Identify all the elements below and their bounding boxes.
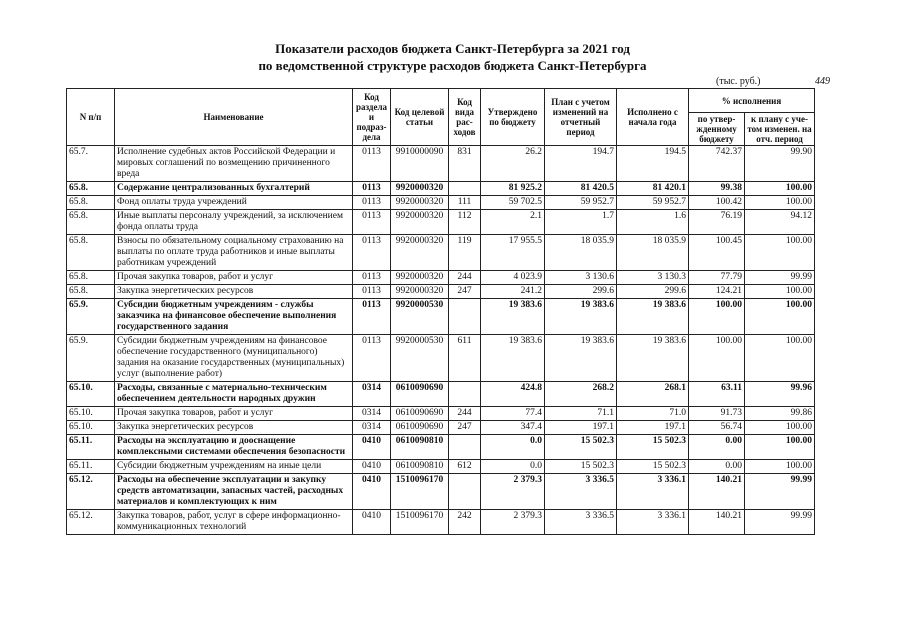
header-target: Код целевой статьи [391, 89, 449, 146]
cell-executed: 59 952.7 [617, 196, 689, 210]
cell-plan: 197.1 [545, 421, 617, 435]
cell-section: 0410 [353, 510, 391, 535]
cell-executed: 3 336.1 [617, 510, 689, 535]
cell-name: Закупка энергетических ресурсов [115, 421, 353, 435]
cell-pct-approved: 124.21 [689, 285, 745, 299]
cell-section: 0113 [353, 146, 391, 182]
cell-executed: 15 502.3 [617, 435, 689, 460]
cell-num: 65.8. [67, 182, 115, 196]
cell-pct-approved: 76.19 [689, 210, 745, 235]
cell-plan: 19 383.6 [545, 299, 617, 335]
cell-name: Расходы на обеспечение эксплуатации и закупку средств автоматизации, запасных частей, расходных материалов и комплектующих к ним [115, 474, 353, 510]
cell-kind [449, 182, 481, 196]
cell-kind: 831 [449, 146, 481, 182]
cell-section: 0113 [353, 271, 391, 285]
table-row [67, 210, 815, 235]
cell-plan: 19 383.6 [545, 335, 617, 382]
cell-num: 65.8. [67, 210, 115, 235]
cell-pct-approved: 77.79 [689, 271, 745, 285]
cell-executed: 81 420.1 [617, 182, 689, 196]
cell-plan: 299.6 [545, 285, 617, 299]
cell-approved: 0.0 [481, 435, 545, 460]
cell-name: Иные выплаты персоналу учреждений, за исключением фонда оплаты труда [115, 210, 353, 235]
cell-section: 0113 [353, 182, 391, 196]
cell-target: 9920000320 [391, 182, 449, 196]
cell-name: Фонд оплаты труда учреждений [115, 196, 353, 210]
cell-num: 65.10. [67, 407, 115, 421]
cell-pct-plan: 100.00 [745, 196, 815, 210]
cell-pct-plan: 94.12 [745, 210, 815, 235]
cell-num: 65.11. [67, 460, 115, 474]
cell-kind [449, 474, 481, 510]
cell-target: 9910000090 [391, 146, 449, 182]
cell-section: 0314 [353, 421, 391, 435]
cell-approved: 0.0 [481, 460, 545, 474]
cell-pct-approved: 100.00 [689, 335, 745, 382]
cell-kind: 112 [449, 210, 481, 235]
page-number: 449 [815, 76, 830, 87]
header-executed: Исполнено с начала года [617, 89, 689, 146]
cell-target: 0610090690 [391, 382, 449, 407]
cell-target: 0610090810 [391, 460, 449, 474]
cell-target: 9920000320 [391, 285, 449, 299]
header-section: Код раздела и подраз- дела [353, 89, 391, 146]
cell-approved: 4 023.9 [481, 271, 545, 285]
cell-name: Прочая закупка товаров, работ и услуг [115, 407, 353, 421]
cell-num: 65.10. [67, 382, 115, 407]
cell-executed: 19 383.6 [617, 335, 689, 382]
cell-kind [449, 435, 481, 460]
table-row [67, 421, 815, 435]
table-row [67, 196, 815, 210]
cell-num: 65.8. [67, 271, 115, 285]
cell-executed: 299.6 [617, 285, 689, 299]
cell-num: 65.11. [67, 435, 115, 460]
header-pct-group: % исполнения [689, 89, 815, 113]
cell-pct-approved: 0.00 [689, 435, 745, 460]
cell-plan: 71.1 [545, 407, 617, 421]
cell-section: 0113 [353, 235, 391, 271]
cell-executed: 3 336.1 [617, 474, 689, 510]
cell-target: 9920000320 [391, 235, 449, 271]
cell-pct-approved: 99.38 [689, 182, 745, 196]
cell-plan: 18 035.9 [545, 235, 617, 271]
header-name: Наименование [115, 89, 353, 146]
cell-executed: 3 130.3 [617, 271, 689, 285]
cell-plan: 15 502.3 [545, 460, 617, 474]
cell-pct-plan: 100.00 [745, 335, 815, 382]
cell-pct-plan: 100.00 [745, 285, 815, 299]
table-row [67, 146, 815, 182]
header-pct-plan: к плану с уче- том изменен. на отч. период [745, 113, 815, 146]
table-row [67, 460, 815, 474]
table-row [67, 182, 815, 196]
cell-name: Субсидии бюджетным учреждениям на финансовое обеспечение государственного (муниципального) задания на оказание государственных (муниципальных) услуг (выполнение работ) [115, 335, 353, 382]
cell-name: Прочая закупка товаров, работ и услуг [115, 271, 353, 285]
cell-approved: 26.2 [481, 146, 545, 182]
cell-section: 0314 [353, 407, 391, 421]
cell-name: Содержание централизованных бухгалтерий [115, 182, 353, 196]
cell-pct-approved: 140.21 [689, 474, 745, 510]
header-plan: План с учетом изменений на отчетный период [545, 89, 617, 146]
expenditure-table [66, 88, 815, 535]
cell-approved: 2 379.3 [481, 474, 545, 510]
table-row [67, 335, 815, 382]
table-row [67, 407, 815, 421]
cell-pct-plan: 99.90 [745, 146, 815, 182]
cell-executed: 15 502.3 [617, 460, 689, 474]
cell-plan: 268.2 [545, 382, 617, 407]
cell-approved: 2 379.3 [481, 510, 545, 535]
cell-pct-approved: 63.11 [689, 382, 745, 407]
cell-plan: 194.7 [545, 146, 617, 182]
cell-approved: 19 383.6 [481, 335, 545, 382]
cell-num: 65.9. [67, 299, 115, 335]
cell-num: 65.8. [67, 196, 115, 210]
cell-plan: 3 336.5 [545, 510, 617, 535]
cell-section: 0113 [353, 335, 391, 382]
cell-num: 65.8. [67, 285, 115, 299]
table-row [67, 235, 815, 271]
cell-target: 9920000320 [391, 210, 449, 235]
cell-kind: 244 [449, 271, 481, 285]
cell-pct-plan: 99.99 [745, 474, 815, 510]
cell-executed: 194.5 [617, 146, 689, 182]
table-row [67, 474, 815, 510]
cell-pct-plan: 100.00 [745, 435, 815, 460]
cell-pct-approved: 91.73 [689, 407, 745, 421]
cell-kind: 247 [449, 285, 481, 299]
cell-section: 0410 [353, 435, 391, 460]
cell-plan: 81 420.5 [545, 182, 617, 196]
cell-approved: 81 925.2 [481, 182, 545, 196]
cell-pct-approved: 100.42 [689, 196, 745, 210]
header-num: N п/п [67, 89, 115, 146]
table-body [67, 146, 815, 535]
cell-kind: 111 [449, 196, 481, 210]
cell-section: 0113 [353, 299, 391, 335]
cell-kind [449, 382, 481, 407]
cell-kind: 242 [449, 510, 481, 535]
cell-num: 65.9. [67, 335, 115, 382]
cell-kind [449, 299, 481, 335]
cell-pct-plan: 99.86 [745, 407, 815, 421]
cell-name: Расходы на эксплуатацию и дооснащение комплексными системами обеспечения безопасности [115, 435, 353, 460]
cell-approved: 59 702.5 [481, 196, 545, 210]
cell-executed: 18 035.9 [617, 235, 689, 271]
cell-target: 0610090690 [391, 421, 449, 435]
cell-num: 65.12. [67, 510, 115, 535]
cell-target: 0610090690 [391, 407, 449, 421]
cell-pct-plan: 99.99 [745, 271, 815, 285]
cell-name: Исполнение судебных актов Российской Федерации и мировых соглашений по возмещению причиненного вреда [115, 146, 353, 182]
cell-executed: 1.6 [617, 210, 689, 235]
cell-target: 1510096170 [391, 510, 449, 535]
cell-approved: 77.4 [481, 407, 545, 421]
cell-name: Взносы по обязательному социальному страхованию на выплаты по оплате труда работников и иные выплаты работникам учреждений [115, 235, 353, 271]
table-row [67, 271, 815, 285]
cell-pct-approved: 742.37 [689, 146, 745, 182]
cell-pct-approved: 56.74 [689, 421, 745, 435]
cell-kind: 119 [449, 235, 481, 271]
cell-num: 65.8. [67, 235, 115, 271]
cell-num: 65.12. [67, 474, 115, 510]
cell-approved: 17 955.5 [481, 235, 545, 271]
cell-kind: 247 [449, 421, 481, 435]
cell-executed: 71.0 [617, 407, 689, 421]
cell-kind: 611 [449, 335, 481, 382]
cell-pct-plan: 99.99 [745, 510, 815, 535]
table-row [67, 382, 815, 407]
cell-target: 9920000320 [391, 271, 449, 285]
cell-plan: 59 952.7 [545, 196, 617, 210]
cell-plan: 1.7 [545, 210, 617, 235]
cell-pct-approved: 0.00 [689, 460, 745, 474]
cell-executed: 268.1 [617, 382, 689, 407]
cell-name: Расходы, связанные с материально-техническим обеспечением деятельности народных дружин [115, 382, 353, 407]
cell-approved: 347.4 [481, 421, 545, 435]
cell-pct-plan: 100.00 [745, 182, 815, 196]
cell-plan: 3 336.5 [545, 474, 617, 510]
cell-pct-plan: 100.00 [745, 460, 815, 474]
cell-name: Субсидии бюджетным учреждениям - службы заказчика на финансовое обеспечение выполнения государственного задания [115, 299, 353, 335]
cell-kind: 612 [449, 460, 481, 474]
table-row [67, 299, 815, 335]
cell-plan: 15 502.3 [545, 435, 617, 460]
cell-section: 0113 [353, 285, 391, 299]
cell-section: 0314 [353, 382, 391, 407]
cell-target: 9920000530 [391, 299, 449, 335]
cell-approved: 19 383.6 [481, 299, 545, 335]
cell-section: 0113 [353, 210, 391, 235]
cell-target: 9920000320 [391, 196, 449, 210]
cell-name: Закупка энергетических ресурсов [115, 285, 353, 299]
header-kind: Код вида рас- ходов [449, 89, 481, 146]
cell-target: 1510096170 [391, 474, 449, 510]
document-title-line1: Показатели расходов бюджета Санкт-Петербурга за 2021 год [275, 41, 630, 56]
cell-section: 0410 [353, 460, 391, 474]
header-approved: Утверждено по бюджету [481, 89, 545, 146]
cell-target: 9920000530 [391, 335, 449, 382]
table-row [67, 285, 815, 299]
cell-pct-approved: 100.45 [689, 235, 745, 271]
table-row [67, 435, 815, 460]
cell-plan: 3 130.6 [545, 271, 617, 285]
cell-section: 0410 [353, 474, 391, 510]
cell-pct-approved: 100.00 [689, 299, 745, 335]
cell-pct-plan: 100.00 [745, 235, 815, 271]
cell-executed: 19 383.6 [617, 299, 689, 335]
units-label: (тыс. руб.) [716, 76, 761, 87]
cell-pct-plan: 100.00 [745, 421, 815, 435]
cell-approved: 424.8 [481, 382, 545, 407]
cell-approved: 241.2 [481, 285, 545, 299]
cell-approved: 2.1 [481, 210, 545, 235]
header-pct-approved: по утвер- жденному бюджету [689, 113, 745, 146]
cell-num: 65.10. [67, 421, 115, 435]
cell-pct-plan: 100.00 [745, 299, 815, 335]
table-row [67, 510, 815, 535]
document-title-line2: по ведомственной структуре расходов бюджета Санкт-Петербурга [258, 58, 647, 73]
cell-pct-approved: 140.21 [689, 510, 745, 535]
cell-pct-plan: 99.96 [745, 382, 815, 407]
cell-target: 0610090810 [391, 435, 449, 460]
cell-name: Закупка товаров, работ, услуг в сфере информационно-коммуникационных технологий [115, 510, 353, 535]
cell-executed: 197.1 [617, 421, 689, 435]
cell-kind: 244 [449, 407, 481, 421]
cell-num: 65.7. [67, 146, 115, 182]
cell-name: Субсидии бюджетным учреждениям на иные цели [115, 460, 353, 474]
cell-section: 0113 [353, 196, 391, 210]
